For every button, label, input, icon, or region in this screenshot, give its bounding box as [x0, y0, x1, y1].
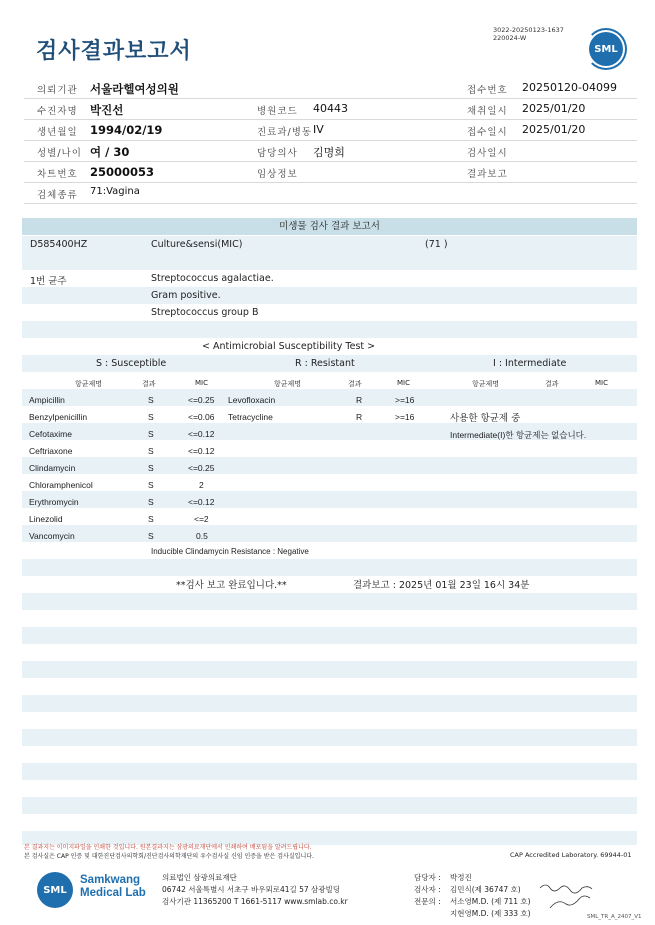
tester-label: 검사자 :: [414, 885, 441, 894]
intermediate-note: 사용한 항균제 중: [450, 413, 521, 424]
col-header: 항균제명: [75, 380, 103, 388]
stripe: [22, 695, 637, 712]
hospital-code: 40443: [313, 102, 348, 115]
legend-susceptible: S : Susceptible: [96, 358, 167, 369]
specimen-label: 검체종류: [37, 190, 78, 201]
col-header: MIC: [595, 379, 608, 387]
drug-result: S: [148, 446, 154, 456]
report-title: 검사결과보고서: [36, 39, 192, 64]
signature-image: [538, 880, 618, 914]
drug-name: Tetracycline: [228, 412, 273, 422]
drug-mic: >=16: [395, 412, 415, 422]
drug-result: S: [148, 531, 154, 541]
sml-logo-icon: SML: [37, 872, 73, 908]
drug-name: Erythromycin: [29, 497, 79, 507]
drug-name: Ampicillin: [29, 395, 65, 405]
doctor: 김명희: [313, 146, 345, 159]
requesting-org-label: 의뢰기관: [37, 85, 78, 96]
stripe: [22, 236, 637, 253]
drug-mic: <=0.12: [188, 446, 215, 456]
dept: IV: [313, 123, 324, 136]
drug-result: S: [148, 395, 154, 405]
drug-result: S: [148, 514, 154, 524]
stripe: [22, 661, 637, 678]
stripe: [22, 763, 637, 780]
col-header: 항균제명: [472, 380, 500, 388]
drug-mic: 0.5: [196, 531, 208, 541]
organism-label: 1번 균주: [30, 276, 67, 287]
stripe: [22, 287, 637, 304]
stripe: [22, 627, 637, 644]
specialist-name: 서소영M.D. (제 711 호): [450, 897, 531, 906]
info-row: [24, 99, 637, 120]
test-name: Culture&sensi(MIC): [151, 239, 243, 250]
drug-name: Clindamycin: [29, 463, 76, 473]
dob: 1994/02/19: [90, 123, 163, 137]
report-time: 결과보고 : 2025년 01월 23일 16시 34분: [353, 580, 530, 591]
ast-title: < Antimicrobial Susceptibility Test >: [202, 341, 376, 352]
sex-age: 여 / 30: [90, 145, 130, 159]
drug-name: Linezolid: [29, 514, 63, 524]
accession-label: 접수번호: [467, 85, 508, 96]
collect-date-label: 채취일시: [467, 106, 508, 117]
sex-age-label: 성별/나이: [37, 148, 82, 159]
stripe: [22, 491, 637, 508]
drug-name: Ceftriaxone: [29, 446, 73, 456]
specialist-name: 지현영M.D. (제 333 호): [450, 909, 531, 918]
doctor-label: 담당의사: [257, 148, 298, 159]
cap-number: CAP Accredited Laboratory. 69944-01: [510, 851, 632, 859]
address: 06742 서울특별시 서초구 바우뫼로41길 57 삼광빌딩: [162, 885, 341, 894]
receive-date-label: 접수일시: [467, 127, 508, 138]
drug-mic: 2: [199, 480, 204, 490]
drug-mic: >=16: [395, 395, 415, 405]
info-row: [24, 120, 637, 141]
drug-result: S: [148, 480, 154, 490]
accession-number: 20250120-04099: [522, 81, 617, 94]
drug-result: S: [148, 463, 154, 473]
staff-label: 담당자 :: [414, 873, 441, 882]
drug-name: Cefotaxime: [29, 429, 72, 439]
legend-resistant: R : Resistant: [295, 358, 355, 369]
col-header: MIC: [195, 379, 208, 387]
report-label: 결과보고: [467, 169, 508, 180]
stripe: [22, 729, 637, 746]
info-row: [24, 162, 637, 183]
drug-result: R: [356, 412, 363, 422]
stripe: [22, 389, 637, 406]
patient-name: 박진선: [90, 103, 124, 117]
drug-mic: <=0.12: [188, 429, 215, 439]
drug-name: Vancomycin: [29, 531, 75, 541]
image-notice: 본 결과지는 이미지파일을 인쇄한 것입니다. 원본결과지는 삼광의료재단에서 인쇄하여 배포됨을 알려드립니다.: [24, 844, 312, 851]
accreditation-notice: 본 검사실은 CAP 인증 및 대한진단검사의학회/진단검사의학재단의 우수검사실 신임 인증을 받은 검사실입니다.: [24, 853, 314, 860]
stripe: [22, 797, 637, 814]
requesting-org: 서울라헬여성의원: [90, 82, 179, 96]
chart-label: 차트번호: [37, 169, 78, 180]
drug-name: Levofloxacin: [228, 395, 276, 405]
stripe: [22, 525, 637, 542]
col-header: 결과: [142, 380, 156, 388]
legend-intermediate: I : Intermediate: [493, 358, 567, 369]
section-title: 미생물 검사 결과 보고서: [22, 218, 637, 235]
drug-mic: <=0.06: [188, 412, 215, 422]
intermediate-note: Intermediate(I)한 항균제는 없습니다.: [450, 430, 587, 440]
collect-date: 2025/01/20: [522, 102, 586, 115]
organism-line: Gram positive.: [151, 290, 221, 301]
inducible-clindamycin: Inducible Clindamycin Resistance : Negative: [151, 547, 309, 556]
drug-result: S: [148, 497, 154, 507]
drug-name: Benzylpenicillin: [29, 412, 88, 422]
report-complete: **검사 보고 완료입니다.**: [176, 580, 287, 591]
col-header: 결과: [545, 380, 559, 388]
stripe: [22, 593, 637, 610]
sml-logo-icon: SML: [589, 32, 623, 66]
drug-mic: <=2: [194, 514, 209, 524]
patient-name-label: 수진자명: [37, 106, 78, 117]
stripe: [22, 559, 637, 576]
receive-date: 2025/01/20: [522, 123, 586, 136]
contact: 검사기관 11365200 T 1661-5117 www.smlab.co.kr: [162, 897, 348, 906]
test-number: (71 ): [425, 239, 448, 250]
stripe: [22, 253, 637, 270]
col-header: 항균제명: [274, 380, 302, 388]
drug-result: S: [148, 412, 154, 422]
info-row: [24, 78, 637, 99]
company-logo-text: Samkwang Medical Lab: [80, 874, 146, 899]
organism-line: Streptococcus agalactiae.: [151, 273, 274, 284]
org-name: 의료법인 삼광의료재단: [162, 873, 237, 882]
test-date-label: 검사일시: [467, 148, 508, 159]
form-code: SML_TR_A_2407_V1: [587, 914, 642, 920]
specimen: 71:Vagina: [90, 186, 140, 197]
reference-code: 3022-20250123-1637 220024-W: [493, 26, 564, 42]
drug-mic: <=0.25: [188, 463, 215, 473]
hospital-code-label: 병원코드: [257, 106, 298, 117]
drug-mic: <=0.25: [188, 395, 215, 405]
dept-label: 진료과/병동: [257, 127, 313, 138]
dob-label: 생년월일: [37, 127, 78, 138]
staff-name: 박정진: [450, 873, 472, 882]
drug-name: Chloramphenicol: [29, 480, 93, 490]
organism-line: Streptococcus group B: [151, 307, 259, 318]
col-header: 결과: [348, 380, 362, 388]
stripe: [22, 321, 637, 338]
info-row: [24, 141, 637, 162]
info-row: [24, 183, 637, 204]
test-code: D585400HZ: [30, 239, 88, 250]
chart-number: 25000053: [90, 165, 155, 179]
drug-result: S: [148, 429, 154, 439]
col-header: MIC: [397, 379, 410, 387]
stripe: [22, 457, 637, 474]
drug-result: R: [356, 395, 363, 405]
drug-mic: <=0.12: [188, 497, 215, 507]
tester-name: 김민식(제 36747 호): [450, 885, 521, 894]
specialist-label: 전문의 :: [414, 897, 441, 906]
clinical-label: 임상정보: [257, 169, 298, 180]
